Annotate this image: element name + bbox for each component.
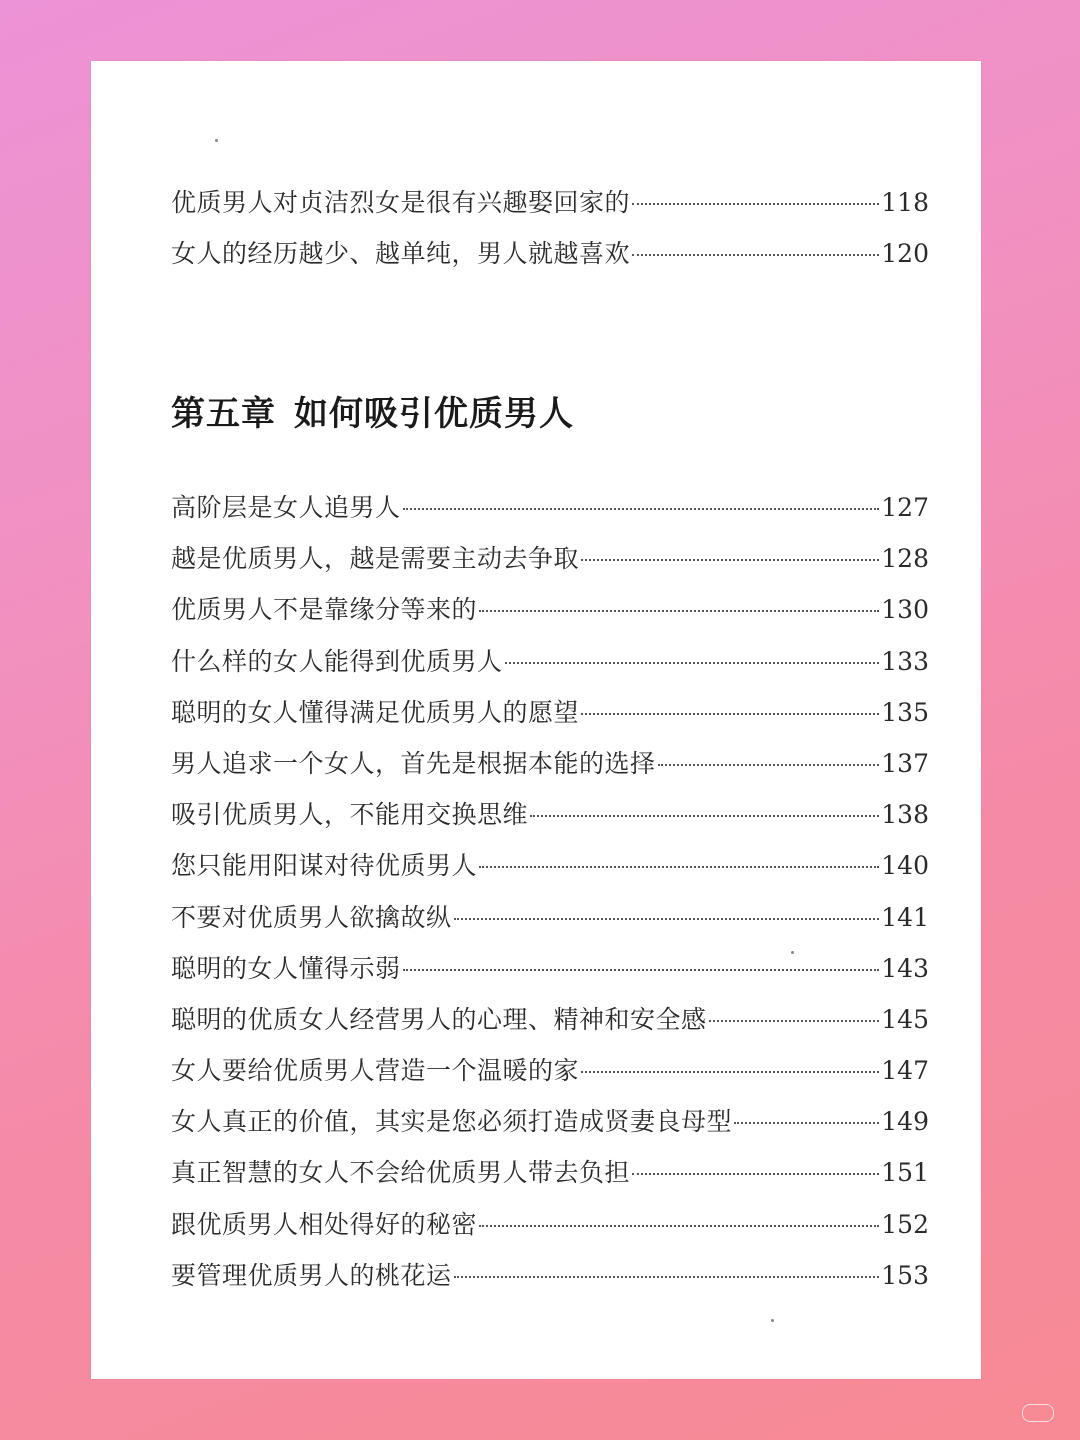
toc-entry-page: 118: [881, 188, 929, 217]
chapter-title: 如何吸引优质男人: [294, 394, 574, 434]
toc-entry: [171, 1199, 929, 1250]
toc-entry-page: 147: [881, 1056, 929, 1086]
toc-entry: [171, 177, 929, 228]
toc-entry-title: 女人的经历越少、越单纯，男人就越喜欢: [171, 239, 631, 269]
toc-entry-page: 130: [881, 595, 929, 625]
toc-entry-title: 女人要给优质男人营造一个温暖的家: [171, 1056, 580, 1086]
toc-entry: [171, 228, 929, 279]
toc-leader-dots: [632, 203, 879, 205]
toc-entry-title: 真正智慧的女人不会给优质男人带去负担: [171, 1158, 631, 1188]
toc-entry: [171, 789, 929, 840]
toc-leader-dots: [403, 969, 880, 971]
toc-entry-page: 153: [881, 1260, 929, 1290]
toc-entry: [171, 636, 929, 687]
toc-entry-page: 145: [881, 1004, 929, 1034]
toc-entry-title: 越是优质男人，越是需要主动去争取: [171, 544, 580, 574]
toc-entry-page: 141: [881, 902, 929, 932]
toc-entry-title: 男人追求一个女人，首先是根据本能的选择: [171, 748, 656, 778]
toc-entry-title: 不要对优质男人欲擒故纵: [171, 902, 452, 932]
toc-entry: [171, 584, 929, 635]
toc-leader-dots: [632, 254, 879, 256]
watermark-logo: [1022, 1404, 1054, 1422]
toc-top-section: [171, 177, 929, 279]
toc-entry: [171, 687, 929, 738]
toc-entry-title: 优质男人对贞洁烈女是很有兴趣娶回家的: [171, 188, 631, 217]
toc-entry-title: 您只能用阳谋对待优质男人: [171, 851, 478, 881]
toc-leader-dots: [479, 866, 879, 868]
toc-entry: [171, 738, 929, 789]
toc-entry-title: 聪明的女人懂得满足优质男人的愿望: [171, 697, 580, 727]
toc-entry-title: 高阶层是女人追男人: [171, 493, 401, 522]
toc-entry-page: 137: [881, 748, 929, 778]
toc-entry: [171, 840, 929, 891]
book-page: [91, 61, 981, 1379]
toc-leader-dots: [454, 1276, 880, 1278]
toc-entry-page: 127: [881, 493, 929, 522]
toc-entry: [171, 1096, 929, 1147]
toc-entry-title: 聪明的优质女人经营男人的心理、精神和安全感: [171, 1004, 707, 1034]
toc-entry-title: 优质男人不是靠缘分等来的: [171, 595, 478, 625]
toc-leader-dots: [505, 662, 880, 664]
toc-chapter-section: [171, 482, 929, 1301]
toc-entry-title: 聪明的女人懂得示弱: [171, 953, 401, 983]
toc-entry-page: 138: [881, 800, 929, 830]
toc-entry-page: 152: [881, 1209, 929, 1239]
paper-speck: [771, 1319, 774, 1322]
toc-leader-dots: [709, 1020, 880, 1022]
toc-entry: [171, 994, 929, 1045]
toc-entry-page: 120: [881, 239, 929, 269]
toc-entry: [171, 1045, 929, 1096]
toc-entry-page: 149: [881, 1107, 929, 1137]
toc-leader-dots: [530, 815, 879, 817]
toc-entry: [171, 1147, 929, 1198]
toc-entry-title: 要管理优质男人的桃花运: [171, 1260, 452, 1290]
chapter-number: 第五章: [171, 394, 276, 434]
toc-entry: [171, 482, 929, 533]
toc-leader-dots: [581, 1071, 879, 1073]
toc-entry: [171, 1250, 929, 1301]
toc-entry: [171, 892, 929, 943]
toc-leader-dots: [581, 713, 879, 715]
toc-leader-dots: [403, 508, 880, 510]
toc-entry-title: 跟优质男人相处得好的秘密: [171, 1209, 478, 1239]
toc-leader-dots: [581, 559, 879, 561]
toc-entry-page: 135: [881, 697, 929, 727]
toc-leader-dots: [454, 918, 880, 920]
toc-entry-page: 128: [881, 544, 929, 574]
chapter-heading: [171, 386, 574, 435]
toc-entry-page: 133: [881, 646, 929, 676]
toc-leader-dots: [479, 1225, 879, 1227]
toc-leader-dots: [479, 610, 879, 612]
toc-entry-page: 151: [881, 1158, 929, 1188]
toc-entry: [171, 943, 929, 994]
toc-leader-dots: [658, 764, 880, 766]
toc-entry-title: 吸引优质男人，不能用交换思维: [171, 800, 529, 830]
toc-leader-dots: [734, 1122, 879, 1124]
paper-speck: [215, 139, 218, 142]
toc-leader-dots: [632, 1173, 879, 1175]
toc-entry-title: 什么样的女人能得到优质男人: [171, 646, 503, 676]
toc-entry-page: 140: [881, 851, 929, 881]
toc-entry: [171, 533, 929, 584]
toc-entry-page: 143: [881, 953, 929, 983]
toc-entry-title: 女人真正的价值，其实是您必须打造成贤妻良母型: [171, 1107, 733, 1137]
